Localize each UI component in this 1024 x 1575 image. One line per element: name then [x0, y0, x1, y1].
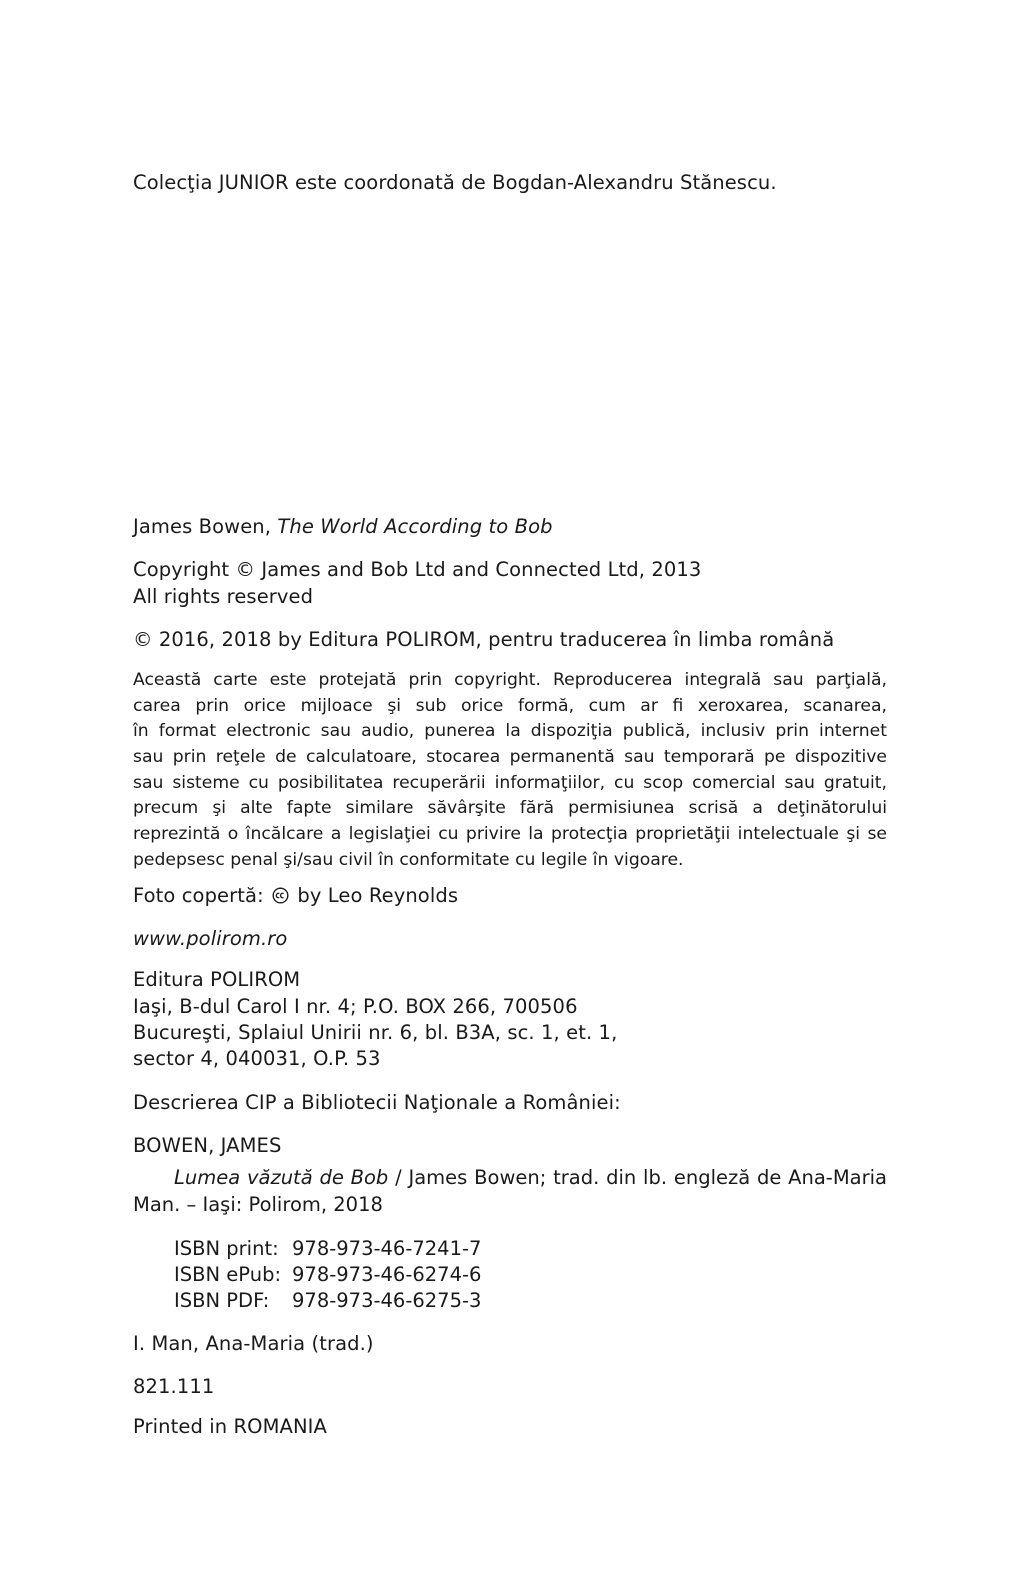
photo-credit — [133, 883, 458, 909]
classification-number: 821.111 — [133, 1375, 215, 1398]
legal-notice-line: în format electronic sau audio, punerea la dispoziţia publică, inclusiv prin internet — [133, 721, 887, 742]
legal-notice-line: sau prin reţele de calculatoare, stocarea permanentă sau temporară pe dispozitive — [133, 747, 887, 768]
photo-credit-prefix: Foto copertă: — [133, 884, 264, 907]
publisher-address-iasi: Iaşi, B-dul Carol I nr. 4; P.O. BOX 266, 700506 — [133, 995, 578, 1018]
isbn-label: ISBN ePub: — [174, 1263, 282, 1286]
copyright-line-2: All rights reserved — [133, 585, 314, 608]
cip-book-title: Lumea văzută de Bob — [174, 1166, 389, 1189]
legal-notice — [133, 668, 887, 874]
legal-notice-line: precum şi alte fapte similare săvârşite fără permisiunea scrisă a deţinătorului — [133, 798, 887, 819]
legal-notice-line: carea prin orice mijloace şi sub orice formă, cum ar fi xeroxarea, scanarea, — [133, 695, 887, 716]
website-link[interactable]: www.polirom.ro — [133, 927, 288, 950]
legal-notice-line: reprezintă o încălcare a legislaţiei cu privire la protecţia proprietăţii intelectuale şi se — [133, 824, 887, 845]
isbn-label: ISBN print: — [174, 1237, 279, 1260]
isbn-label: ISBN PDF: — [174, 1289, 270, 1312]
cip-description-line-2: Man. – Iaşi: Polirom, 2018 — [133, 1192, 383, 1216]
cip-description-line-1 — [133, 1165, 887, 1192]
copyright-line-1: Copyright © James and Bob Ltd and Connected Ltd, 2013 — [133, 558, 702, 581]
photo-credit-suffix: by Leo Reynolds — [297, 884, 459, 907]
original-title-line — [133, 514, 553, 540]
printed-in: Printed in ROMANIA — [133, 1415, 327, 1438]
creative-commons-icon — [272, 887, 289, 904]
translator-entry: I. Man, Ana-Maria (trad.) — [133, 1332, 374, 1355]
isbn-value: 978-973-46-6275-3 — [292, 1289, 482, 1312]
cip-author-heading: BOWEN, JAMES — [133, 1134, 282, 1157]
isbn-pdf — [174, 1288, 481, 1314]
original-author: James Bowen, — [133, 515, 272, 538]
cip-description — [133, 1165, 887, 1218]
isbn-epub — [174, 1262, 481, 1288]
cip-heading: Descrierea CIP a Bibliotecii Naţionale a României: — [133, 1091, 621, 1114]
original-title: The World According to Bob — [277, 515, 553, 538]
legal-notice-line: Această carte este protejată prin copyright. Reproducerea integrală sau parţială, — [133, 670, 887, 690]
publisher-name: Editura POLIROM — [133, 968, 301, 991]
isbn-print — [174, 1236, 481, 1262]
legal-notice-line: pedepsesc penal şi/sau civil în conformitate cu legile în vigoare. — [133, 849, 684, 870]
cip-description-rest: / James Bowen; trad. din lb. engleză de Ana-Maria — [388, 1166, 887, 1189]
collection-note: Colecţia JUNIOR este coordonată de Bogdan-Alexandru Stănescu. — [133, 171, 777, 194]
translation-copyright: © 2016, 2018 by Editura POLIROM, pentru traducerea în limba română — [133, 628, 835, 651]
isbn-value: 978-973-46-6274-6 — [292, 1263, 482, 1286]
publisher-address-sector: sector 4, 040031, O.P. 53 — [133, 1047, 381, 1070]
publisher-address-bucuresti: Bucureşti, Splaiul Unirii nr. 6, bl. B3A, sc. 1, et. 1, — [133, 1021, 618, 1044]
isbn-value: 978-973-46-7241-7 — [292, 1237, 482, 1260]
legal-notice-line: sau sisteme cu posibilitatea recuperării informaţiilor, cu scop comercial sau gratuit, — [133, 772, 887, 793]
